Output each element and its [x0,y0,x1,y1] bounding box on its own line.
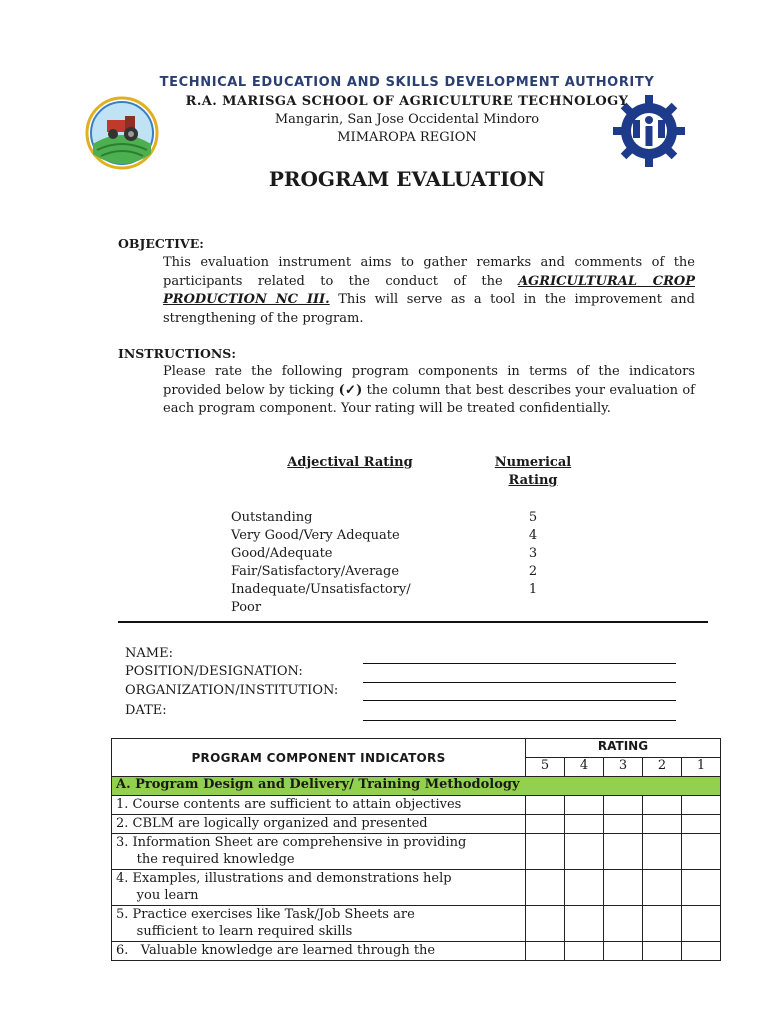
rating-value: 3 [528,546,538,561]
rating-value: 5 [528,510,538,525]
evaluation-table [111,738,721,961]
rating-cell[interactable] [526,942,565,961]
rating-cell[interactable] [682,834,721,870]
rating-cell[interactable] [526,870,565,906]
rating-scale-values [523,509,543,599]
indicator-text: 2. CBLM are logically organized and presented [112,815,526,834]
rating-cell[interactable] [565,942,604,961]
table-row [112,906,721,942]
numerical-rating-header-1: Numerical [494,455,572,470]
rating-cell[interactable] [526,815,565,834]
name-label: NAME: [125,646,173,661]
rating-label: Good/Adequate [231,546,333,561]
rating-label: Very Good/Very Adequate [231,528,400,543]
indicator-text: 4. Examples, illustrations and demonstrations help you learn [112,870,526,906]
name-field[interactable] [363,663,676,664]
rating-cell[interactable] [643,906,682,942]
rating-label: Fair/Satisfactory/Average [231,564,400,579]
date-label: DATE: [125,703,167,718]
organization-label: ORGANIZATION/INSTITUTION: [125,683,339,698]
rating-cell[interactable] [526,796,565,815]
rating-cell[interactable] [682,796,721,815]
rating-cell[interactable] [604,796,643,815]
table-row [112,815,721,834]
school-address: Mangarin, San Jose Occidental Mindoro [274,112,540,127]
organization-field[interactable] [363,700,676,701]
indicator-text: 1. Course contents are sufficient to attain objectives [112,796,526,815]
agency-name: TECHNICAL EDUCATION AND SKILLS DEVELOPMENT AUTHORITY [159,75,655,90]
rating-cell[interactable] [526,906,565,942]
rating-col-2: 2 [643,758,682,777]
rating-cell[interactable] [643,796,682,815]
rating-col-4: 4 [565,758,604,777]
rating-col-1: 1 [682,758,721,777]
rating-label: Inadequate/Unsatisfactory/ [231,582,411,597]
indicator-text: 3. Information Sheet are comprehensive in providing the required knowledge [112,834,526,870]
school-region: MIMAROPA REGION [337,130,477,145]
section-a-header: A. Program Design and Delivery/ Training Methodology [112,777,721,796]
rating-cell[interactable] [643,815,682,834]
position-field[interactable] [363,682,676,683]
rating-header: RATING [526,739,721,758]
rating-cell[interactable] [682,870,721,906]
rating-label: Poor [231,600,262,615]
rating-cell[interactable] [643,834,682,870]
rating-scale-labels [231,509,411,617]
school-name: R.A. MARISGA SCHOOL OF AGRICULTURE TECHNOLOGY [185,94,629,109]
rating-label: Outstanding [231,510,313,525]
rating-cell[interactable] [565,834,604,870]
position-label: POSITION/DESIGNATION: [125,664,303,679]
rating-col-5: 5 [526,758,565,777]
objective-heading: OBJECTIVE: [118,236,204,251]
rating-cell[interactable] [682,906,721,942]
rating-cell[interactable] [682,815,721,834]
divider [118,621,708,623]
objective-text: This evaluation instrument aims to gather remarks and comments of the participants related to the conduct of the AGRICULTURAL CROP PRODUCTION NC III. This will serve as a tool in the improvement and strengthening of the program. [163,255,696,326]
rating-col-3: 3 [604,758,643,777]
rating-cell[interactable] [682,942,721,961]
rating-cell[interactable] [604,870,643,906]
numerical-rating-header-2: Rating [508,473,558,488]
adjectival-rating-header: Adjectival Rating [287,455,413,470]
rating-cell[interactable] [604,815,643,834]
table-row [112,942,721,961]
rating-cell[interactable] [565,906,604,942]
indicator-text: 6. Valuable knowledge are learned through the [112,942,526,961]
rating-value: 1 [528,582,538,597]
rating-cell[interactable] [643,870,682,906]
program-name: AGRICULTURAL CROP PRODUCTION NC III. [163,273,695,307]
rating-cell[interactable] [526,834,565,870]
rating-cell[interactable] [604,906,643,942]
rating-cell[interactable] [604,942,643,961]
indicators-header: PROGRAM COMPONENT INDICATORS [112,739,526,777]
rating-cell[interactable] [565,815,604,834]
rating-value: 4 [528,528,538,543]
instructions-text: Please rate the following program components in terms of the indicators provided below by ticking (✓) the column that best describes your evaluation of each program component. Your rating will be treated confidentially. [163,364,695,416]
table-row [112,834,721,870]
date-field[interactable] [363,720,676,721]
page-title: PROGRAM EVALUATION [268,167,546,191]
rating-cell[interactable] [604,834,643,870]
rating-cell[interactable] [643,942,682,961]
tick-symbol: (✓) [338,382,363,398]
indicator-text: 5. Practice exercises like Task/Job Sheets are sufficient to learn required skills [112,906,526,942]
table-row [112,870,721,906]
rating-cell[interactable] [565,870,604,906]
rating-value: 2 [528,564,538,579]
instructions-heading: INSTRUCTIONS: [118,346,236,361]
table-row [112,796,721,815]
rating-cell[interactable] [565,796,604,815]
